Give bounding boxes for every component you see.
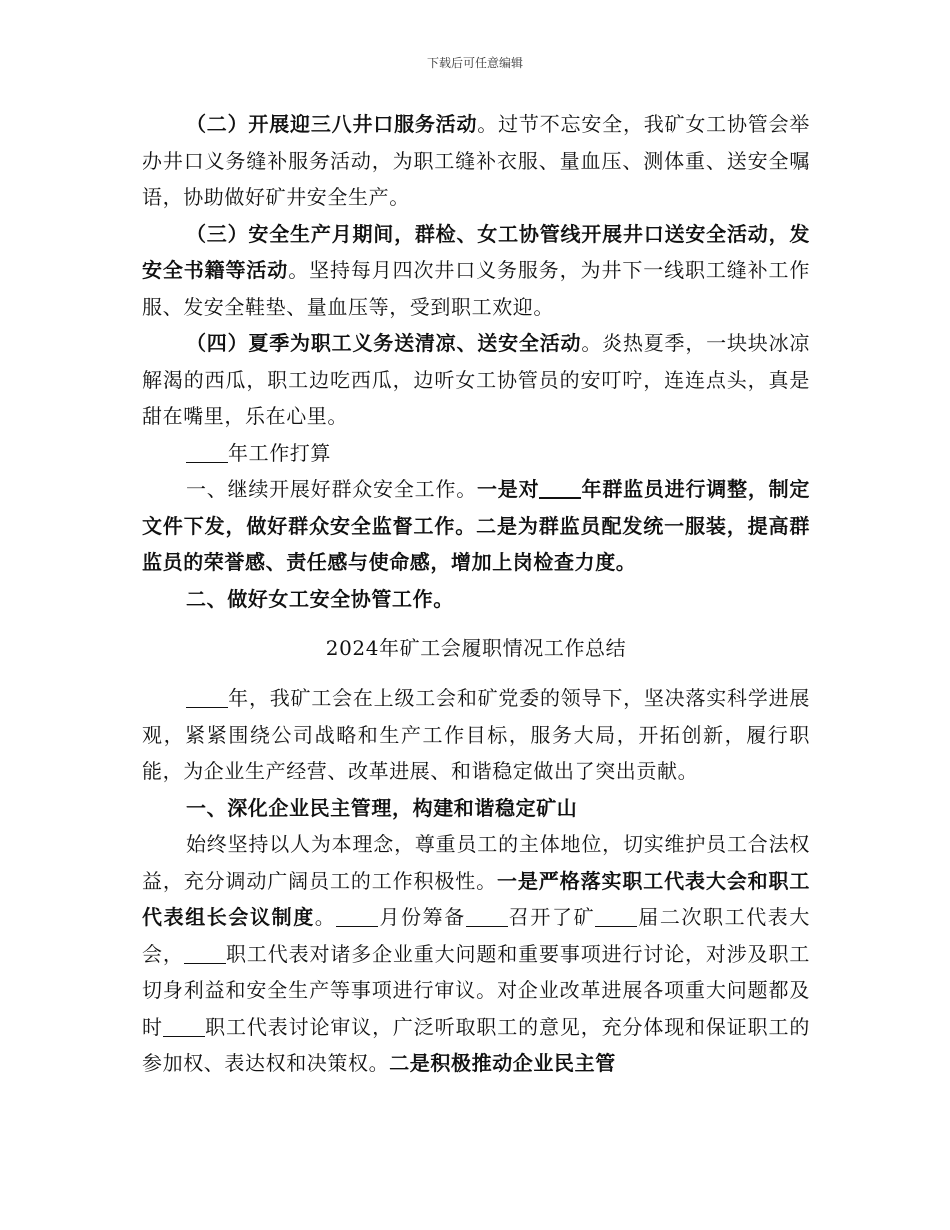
paragraph-text: 职工代表对诸多企业重大问题和重要事项进行讨论，对涉及职工切身利益和安全生产等事项进行审议。对企业改革进展各项重大问题都及时 [142, 941, 810, 1039]
paragraph-heading: （二）开展迎三八井口服务活动 [186, 112, 478, 136]
blank-underline [186, 689, 228, 708]
paragraph-intro [142, 680, 810, 790]
blank-underline [336, 908, 378, 927]
paragraph-bold-text: 年群监员进行调整，制定文件下发，做好群众安全监督工作。二是为群监员配发统一服装，提高群监员的荣誉感、责任感与使命感，增加上岗检查力度。 [142, 477, 810, 574]
paragraph-democratic-management [142, 826, 810, 1082]
paragraph-text: 月份筹备 [378, 905, 466, 929]
paragraph-section-heading: 一、深化企业民主管理，构建和谐稳定矿山 [186, 795, 578, 820]
paragraph-text: 。 [314, 905, 337, 929]
paragraph-bold-text: 二是积极推动企业民主管 [389, 1051, 616, 1075]
section-title: 2024年矿工会履职情况工作总结 [325, 636, 627, 660]
blank-underline [186, 444, 228, 463]
paragraph-lead: 一、继续开展好群众安全工作。 [186, 477, 477, 501]
paragraph-mass-safety-work [142, 471, 810, 581]
blank-underline [466, 908, 508, 927]
paragraph-bold-text: 一是严格落实职工代表大会和职工代表组长会议制度 [142, 868, 811, 929]
paragraph-text: 年工作打算 [228, 440, 331, 465]
paragraph-text: 。炎热夏季，一块块冰凉解渴的西瓜，职工边吃西瓜，边听女工协管员的安叮咛，连连点头，真是甜在嘴里，乐在心里。 [142, 331, 810, 428]
paragraph-heading: （四）夏季为职工义务送清凉、送安全活动 [186, 331, 582, 355]
paragraph-work-plan-heading [142, 435, 810, 472]
blank-underline [539, 479, 581, 499]
blank-underline [595, 908, 637, 927]
paragraph-text: 。坚持每月四次井口义务服务，为井下一线职工缝补工作服、发安全鞋垫、量血压等，受到职工欢迎。 [142, 258, 810, 319]
blank-underline [184, 945, 226, 964]
paragraph-text: 年，我矿工会在上级工会和矿党委的领导下，坚决落实科学进展观，紧紧围绕公司战略和生产工作目标，服务大局，开拓创新，履行职能，为企业生产经营、改革进展、和谐稳定做出了突出贡献。 [142, 686, 810, 783]
paragraph-text: 职工代表讨论审议，广泛听取职工的意见，充分体现和保证职工的参加权、表达权和决策权。 [142, 1014, 810, 1075]
paragraph-text: 召开了矿 [507, 905, 596, 929]
paragraph-female-safety-work: 二、做好女工安全协管工作。 [186, 586, 454, 611]
document-body [142, 106, 810, 1082]
paragraph-international-womens-day-service [142, 106, 810, 216]
paragraph-summer-service [142, 325, 810, 435]
paragraph-bold-text: 一是对 [477, 477, 540, 501]
paragraph-text: 始终坚持以人为本理念，尊重员工的主体地位，切实维护员工合法权益，充分调动广阔员工的工作积极性。 [142, 832, 810, 893]
paragraph-safety-month [142, 216, 810, 326]
blank-underline [163, 1018, 205, 1037]
paragraph-heading: （三）安全生产月期间，群检、女工协管线开展井口送安全活动，发安全书籍等活动 [142, 221, 810, 282]
paragraph-text: 届二次职工代表大会， [142, 905, 811, 966]
page-header: 下载后可任意编辑 [426, 56, 523, 70]
paragraph-text: 。过节不忘安全，我矿女工协管会举办井口义务缝补服务活动，为职工缝补衣服、量血压、测体重、送安全嘱语，协助做好矿井安全生产。 [142, 112, 810, 209]
